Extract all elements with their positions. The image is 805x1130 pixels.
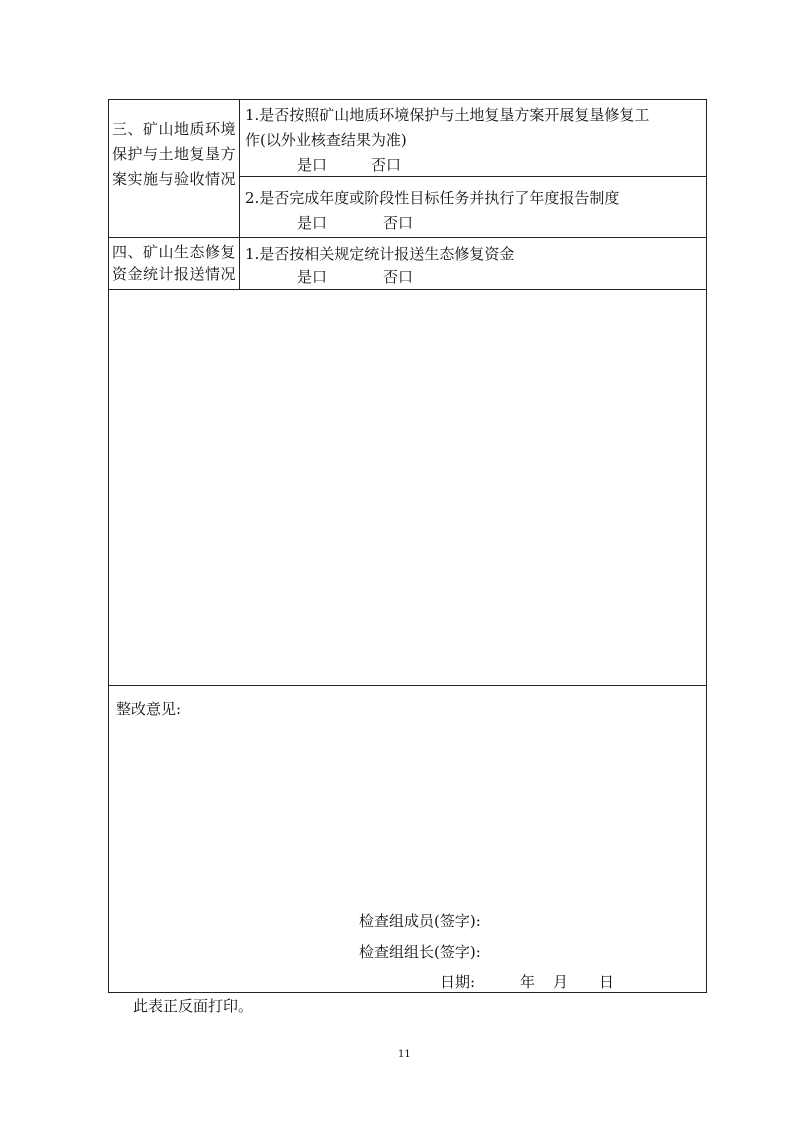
- label-column-divider: [239, 99, 240, 290]
- blank-notes-area[interactable]: [109, 290, 706, 685]
- page-number: 11: [398, 1049, 411, 1060]
- table-right-border: [706, 99, 707, 993]
- section4-label-line2: 资金统计报送情况: [112, 265, 237, 283]
- members-signature-label: 检查组成员(签字):: [359, 912, 481, 930]
- section4-item1-no-checkbox[interactable]: 否口: [383, 268, 414, 286]
- section3-item2-text: 2.是否完成年度或阶段性目标任务并执行了年度报告制度: [245, 189, 620, 207]
- section3-item2-yes-checkbox[interactable]: 是口: [297, 214, 328, 232]
- row-divider-blank-rectify: [108, 685, 707, 686]
- section4-item1-yes-checkbox[interactable]: 是口: [297, 268, 328, 286]
- table-top-border: [108, 99, 707, 100]
- row-divider-s3-items: [239, 176, 707, 177]
- section3-label: [112, 117, 238, 192]
- section3-item1-line2: 作(以外业核查结果为准): [245, 131, 407, 149]
- section4-label: [112, 241, 238, 285]
- section3-item1-no-checkbox[interactable]: 否口: [371, 156, 402, 174]
- section4-item1-text: 1.是否按相关规定统计报送生态修复资金: [245, 245, 515, 263]
- section3-item1-line1: 1.是否按照矿山地质环境保护与土地复垦方案开展复垦修复工: [245, 106, 650, 124]
- date-month-label: 月: [553, 973, 569, 991]
- footer-note: 此表正反面打印。: [133, 997, 254, 1015]
- rectify-label: 整改意见:: [116, 700, 182, 718]
- section3-item1-yes-checkbox[interactable]: 是口: [297, 156, 328, 174]
- section3-label-line3: 案实施与验收情况: [112, 170, 237, 188]
- rectify-input-area[interactable]: [109, 720, 706, 900]
- section4-label-line1: 四、矿山生态修复: [112, 243, 237, 261]
- section3-label-line1: 三、矿山地质环境: [112, 120, 237, 138]
- date-year-label: 年: [520, 973, 536, 991]
- row-divider-s3-s4: [108, 237, 707, 238]
- section3-item2-no-checkbox[interactable]: 否口: [383, 214, 414, 232]
- date-day-label: 日: [599, 973, 615, 991]
- leader-signature-label: 检查组组长(签字):: [359, 943, 481, 961]
- date-label: 日期:: [440, 973, 476, 991]
- table-bottom-border: [108, 992, 707, 993]
- section3-label-line2: 保护与土地复垦方: [112, 145, 237, 163]
